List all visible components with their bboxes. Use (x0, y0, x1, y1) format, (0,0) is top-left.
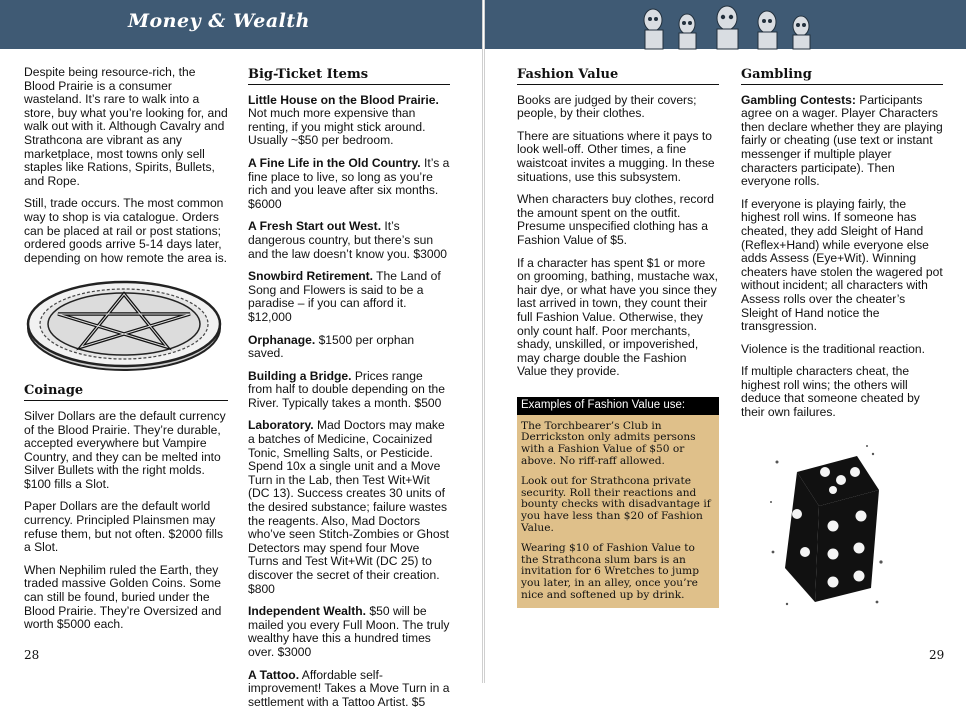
big-ticket-item (248, 220, 450, 261)
page-number-left: 28 (24, 648, 40, 662)
big-ticket-item (248, 370, 450, 411)
item-text: It’s dangerous country, but there’s sun and the law doesn’t know you. $3000 (248, 219, 448, 261)
item-name: Snowbird Retirement. (248, 269, 373, 284)
gambling-paragraph: If everyone is playing fairly, the highest roll wins. If someone has cheated, they add Sleight of Hand (Reflex+Hand) while everyone else adds Assess (Eye+Wit). Winning cheaters have stolen the wagered pot without incident; all characters with Assess rolls over the cheater’s Sleight of Hand notice the transgression. (741, 196, 943, 334)
big-ticket-heading: Big-Ticket Items (248, 68, 450, 85)
callout-item: Wearing $10 of Fashion Value to the Strathcona slum bars is an invitation for 6 Wretches to jump you later, in an alley, once you’re nice and softened up by drink. (521, 541, 699, 602)
right-column-2 (741, 66, 943, 429)
header-banner (0, 0, 482, 49)
item-name: A Tattoo. (248, 667, 300, 682)
gambling-paragraph (741, 94, 943, 189)
dice-illustration (767, 442, 887, 612)
big-ticket-item (248, 605, 450, 659)
fashion-paragraph: If a character has spent $1 or more on grooming, bathing, mustache wax, hair dye, or what have you since they last arrived in town, they count their full Fashion Value. Otherwise, they only count half. Poor merchants, shady, unskilled, or impoverished, may charge double the Fashion Value they provide. (517, 255, 719, 379)
fashion-examples-callout (517, 397, 719, 608)
item-text: The Land of Song and Flowers is said to be a paradise – if you can afford it. $12,000 (248, 269, 441, 324)
left-column-2 (248, 66, 450, 718)
item-text: Affordable self-improvement! Takes a Move Turn in a settlement with a Tattoo Artist. $5 (248, 667, 450, 709)
item-text: Prices range from half to double depending on the River. Typically takes a month. $500 (248, 368, 446, 410)
right-column-1 (517, 66, 719, 608)
big-ticket-item (248, 334, 450, 361)
intro-paragraph: Still, trade occurs. The most common way to shop is via catalogue. Orders can be placed at rail or post stations; ordered goods arrive 5-14 days later, depending on how remote the area is. (24, 196, 228, 265)
pentagram-stone-illustration (24, 274, 224, 376)
coinage-paragraph: Silver Dollars are the default currency of the Blood Prairie. They’re durable, accepted everywhere but Vampire Country, and they can be melted into Silver Bullets with the right molds. $100 fills a Slot. (24, 408, 226, 491)
gambling-paragraph: If multiple characters cheat, the highest roll wins; the others will deduce that someone cheated by their own failures. (741, 364, 920, 420)
item-text: $1500 per orphan saved. (248, 332, 415, 361)
big-ticket-item (248, 270, 450, 324)
item-name: Little House on the Blood Prairie. (248, 92, 439, 107)
item-name: Laboratory. (248, 418, 314, 433)
big-ticket-item (248, 669, 450, 710)
gambling-lead: Gambling Contests: (741, 92, 856, 107)
item-name: A Fine Life in the Old Country. (248, 155, 421, 170)
chapter-title: Money & Wealth (127, 10, 310, 32)
item-text: It’s a fine place to live, so long as you’re rich and you leave after six months. $6000 (248, 155, 450, 211)
right-page (484, 0, 966, 683)
page-number-right: 29 (929, 648, 945, 662)
item-name: A Fresh Start out West. (248, 219, 382, 234)
fashion-paragraph: There are situations where it pays to look well-off. Other times, a fine waistcoat invites a mugging. In these situations, use this subsystem. (517, 128, 715, 184)
coinage-paragraph: Paper Dollars are the default world currency. Principled Plainsmen may refuse them, but not often. $2000 fills a Slot. (24, 499, 223, 555)
item-text: $50 will be mailed you every Full Moon. The truly wealthy have this a hundred times over. $3000 (248, 604, 450, 659)
coinage-paragraph: When Nephilim ruled the Earth, they traded massive Golden Coins. Some can still be found, buried under the Blood Prairie. They’re Oversized and worth $5000 each. (24, 562, 222, 632)
big-ticket-item (248, 157, 450, 211)
fashion-paragraph: When characters buy clothes, record the amount spent on the outfit. Presume unspecified clothing has a Fashion Value of $5. (517, 192, 714, 247)
callout-item: Look out for Strathcona private security. Roll their reactions and bounty checks with disadvantage if you have less than $20 of Fashion Value. (521, 474, 711, 535)
skeleton-band-illustration (635, 0, 815, 49)
big-ticket-item (248, 419, 450, 596)
callout-item: The Torchbearer’s Club in Derrickston only admits persons with a Fashion Value of $50 or above. No riff-raff allowed. (521, 419, 696, 468)
item-name: Independent Wealth. (248, 604, 367, 619)
item-text: Mad Doctors may make a batches of Medicine, Cocainized Tonic, Smelling Salts, or Pesticide. Spend 10x a single unit and a Move Turn in the Lab, then Test Wit+Wit (DC 13). Success creates 30 units of the desired substance; failure wastes the reagents. Also, Mad Doctors who’ve seen Stitch-Zombies or Ghost Detectors may spend four Move Turns and Test Wit+Wit (DC 25) to discover the secret of their creation. $800 (248, 418, 449, 596)
big-ticket-item (248, 94, 450, 148)
gambling-paragraph: Violence is the traditional reaction. (741, 341, 925, 356)
intro-paragraph: Despite being resource-rich, the Blood Prairie is a consumer wasteland. It’s rare to walk into a store, buy what you’re looking for, and walk out with it. Although Cavalry and Strathcona are vibrant as any marketplace, most towns only sell staples like Rations, Spirits, Bullets, and Rope. (24, 65, 228, 188)
fashion-paragraph: Books are judged by their covers; people, by their clothes. (517, 92, 697, 121)
item-name: Orphanage. (248, 332, 316, 347)
fashion-heading: Fashion Value (517, 68, 719, 85)
header-banner-right (485, 0, 966, 49)
gambling-heading: Gambling (741, 68, 943, 85)
coinage-heading: Coinage (24, 384, 228, 401)
left-page (0, 0, 483, 709)
left-column-1 (24, 66, 228, 641)
callout-title: Examples of Fashion Value use: (517, 397, 719, 415)
item-name: Building a Bridge. (248, 368, 352, 383)
item-text: Not much more expensive than renting, if you might stick around. Usually ~$50 per bedroom. (248, 106, 426, 148)
gambling-lead-text: Participants agree on a wager. Player Characters then declare whether they are playing fairly or cheating (use text or instant messenger if multiple player characters participate). Then everyone rolls. (741, 92, 943, 189)
